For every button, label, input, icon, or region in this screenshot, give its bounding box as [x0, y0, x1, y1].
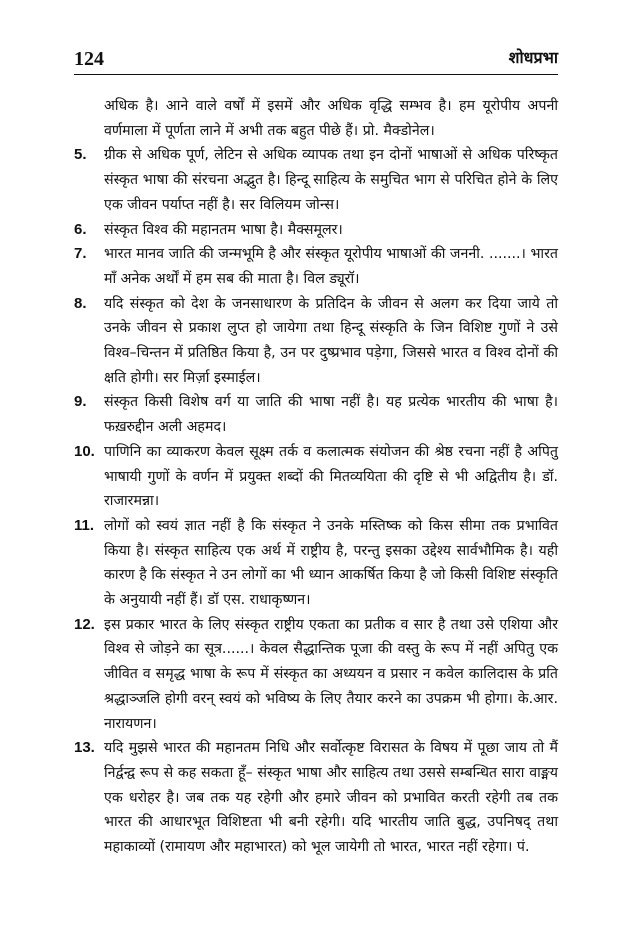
item-number: 11.: [74, 516, 95, 534]
item-text: पाणिनि का व्याकरण केवल सूक्ष्म तर्क व कलात्मक संयोजन की श्रेष्ठ रचना नहीं है अपितु भाषायी गुणों के वर्णन में प्रयुक्त शब्दों की मितव्ययिता की दृष्टि से भी अद्वितीय है। डॉ. राजारमन्ना।: [104, 443, 558, 510]
item-number: 12.: [74, 615, 95, 633]
item-text: यदि मुझसे भारत की महानतम निधि और सर्वोत्कृष्ट विरासत के विषय में पूछा जाय तो मैं निर्द्वन्द्व रूप से कह सकता हूँ– संस्कृत भाषा और साहित्य तथा उससे सम्बन्धित सारा वाङ्मय एक धरोहर है। जब तक यह रहेगी और हमारे जीवन को प्रभावित करती रहेगी तब तक भारत की आधारभूत विशिष्टता भी बनी रहेगी। यदि भारतीय जाति बुद्ध, उपनिषद् तथा महाकाव्यों (रामायण और महाभारत) को भूल जायेगी तो भारत, भारत नहीं रहेगा। पं.: [104, 740, 558, 856]
item-number: 8.: [74, 294, 87, 312]
page-header: [74, 46, 558, 75]
quote-item-5: [74, 143, 558, 217]
item-number: 6.: [74, 220, 87, 238]
item-text: संस्कृत किसी विशेष वर्ग या जाति की भाषा नहीं है। यह प्रत्येक भारतीय की भाषा है। फख़रुद्दीन अली अहमद।: [104, 394, 558, 436]
quote-item-6: [74, 218, 558, 243]
item-text: यदि संस्कृत को देश के जनसाधारण के प्रतिदिन के जीवन से अलग कर दिया जाये तो उनके जीवन से प्रकाश लुप्त हो जायेगा तथा हिन्दू संस्कृति के जिन विशिष्ट गुणों ने उसे विश्व–चिन्तन में प्रतिष्ठित किया है, उन पर दुष्प्रभाव पड़ेगा, जिससे भारत व विश्व दोनों की क्षति होगी। सर मिर्ज़ा इस्माईल।: [104, 295, 558, 386]
item-number: 7.: [74, 245, 87, 263]
page-body: [74, 94, 558, 860]
quote-item-12: [74, 613, 558, 737]
item-text: लोगों को स्वयं ज्ञात नहीं है कि संस्कृत ने उनके मस्तिष्क को किस सीमा तक प्रभावित किया है। संस्कृत साहित्य एक अर्थ में राष्ट्रीय है, परन्तु इसका उद्देश्य सार्वभौमिक है। यही कारण है कि संस्कृत ने उन लोगों का भी ध्यान आकर्षित किया है जो किसी विशिष्ट संस्कृति के अनुयायी नहीं हैं। डॉ एस. राधाकृष्णन।: [104, 517, 558, 609]
item-number: 5.: [74, 146, 87, 164]
item-text: संस्कृत विश्व की महानतम भाषा है। मैक्समूलर।: [104, 221, 343, 238]
item-number: 13.: [74, 739, 95, 757]
quote-item-13: [74, 736, 558, 860]
item-number: 10.: [74, 442, 95, 460]
quote-item-11: [74, 514, 558, 613]
page-number: 124: [74, 48, 104, 70]
item-text: ग्रीक से अधिक पूर्ण, लेटिन से अधिक व्यापक तथा इन दोनों भाषाओं से अधिक परिष्कृत संस्कृत भाषा की संरचना अद्भुत है। हिन्दू साहित्य के समुचित भाग से परिचित होने के लिए एक जीवन पर्याप्त नहीं है। सर विलियम जोन्स।: [104, 147, 558, 213]
quote-item-9: [74, 390, 558, 439]
quote-item-10: [74, 440, 558, 514]
item-text: इस प्रकार भारत के लिए संस्कृत राष्ट्रीय एकता का प्रतीक व सार है तथा उसे एशिया और विश्व से जोड़ने का सूत्र......। केवल सैद्धान्तिक पूजा की वस्तु के रूप में नहीं अपितु एक जीवित व समृद्ध भाषा के रूप में संस्कृत का अध्ययन व प्रसार न कवेल कालिदास के प्रति श्रद्धाञ्जलि होगी वरन् स्वयं को भविष्य के लिए तैयार करने का उपक्रम भी होगा। के.आर. नारायणन।: [104, 616, 558, 732]
item-text: भारत मानव जाति की जन्मभूमि है और संस्कृत यूरोपीय भाषाओं की जननी. .......। भारत माँ अनेक अर्थों में हम सब की माता है। विल ड्यूरॉ।: [104, 246, 558, 287]
quote-item-8: [74, 292, 558, 391]
continuation-paragraph: अधिक है। आने वाले वर्षों में इसमें और अधिक वृद्धि सम्भव है। हम यूरोपीय अपनी वर्णमाला में पूर्णता लाने में अभी तक बहुत पीछे हैं। प्रो. मैक्डोनेल।: [104, 98, 558, 139]
item-number: 9.: [74, 393, 87, 411]
journal-title: शोधप्रभा: [508, 48, 558, 67]
quote-item-7: [74, 242, 558, 291]
